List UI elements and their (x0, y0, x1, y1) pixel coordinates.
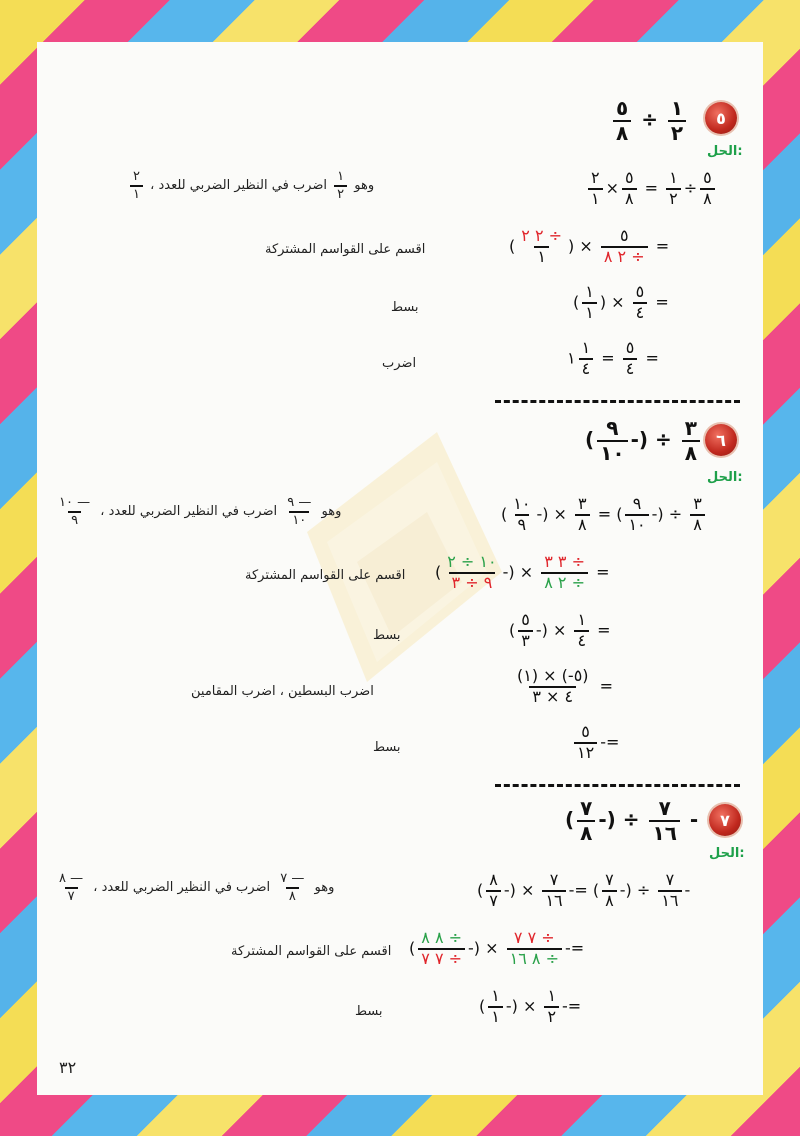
solution-label: الحل: (709, 846, 745, 861)
problem-5-badge: ٥ (705, 102, 737, 134)
solution-label: الحل: (707, 470, 743, 485)
p6-step3-math: ( ٥ ٣ -) × ١ ٤ = (509, 610, 611, 650)
problem-7-badge: ٧ (709, 804, 741, 836)
page-number: ٣٢ (59, 1058, 77, 1077)
p6-step2-math: ( ١٠ ÷ ٢ ٩ ÷ ٣ -) × ٣ ٣ ÷ ٢ ٨ ÷ = (435, 552, 610, 592)
p5-step3-note: بسط (391, 300, 419, 315)
p5-step4-math: ١ ١ ٤ = ٥ ٤ = (567, 338, 659, 378)
solution-label: الحل: (707, 144, 743, 159)
problem-7-question: ( ٧ ٨ -) ÷ ٧ ١٦ - (565, 796, 699, 845)
p7-step3-math: ( ١ ١ -) × ١ ٢ -= (479, 986, 582, 1026)
p5-step2-math: ( ٢ ٢ ÷ ١ ) × ٥ ٢ ٨ ÷ = (509, 226, 670, 266)
p7-step2-math: ( ٨ ٨ ÷ ٧ ٧ ÷ -) × ٧ ٧ ÷ ٨ ١٦ ÷ -= (409, 928, 585, 968)
p6-step1-math: ( ١٠ ٩ -) × ٣ ٨ = ( ٩ ١٠ -) ÷ ٣ ٨ (501, 496, 708, 534)
divider (495, 784, 740, 787)
p7-step2-note: اقسم على القواسم المشتركة (231, 944, 392, 959)
p6-step1-note: ١٠ — ٩ ، وهو ٩ — ١٠ اضرب في النظير الضربي للعدد (59, 495, 342, 528)
problem-6-badge: ٦ (705, 424, 737, 456)
p6-step4-note: اضرب البسطين ، اضرب المقامين (191, 684, 374, 699)
p6-step5-math: ٥ ١٢ -= (571, 724, 619, 762)
page (37, 42, 763, 1095)
problem-6-question: ( ٩ ١٠ -) ÷ ٣ ٨ (585, 418, 703, 464)
p5-step1-math: ٢ ١ × ٥ ٨ = ١ ٢ ÷ ٥ ٨ (585, 170, 718, 208)
p6-step2-note: اقسم على القواسم المشتركة (245, 568, 406, 583)
p6-step3-note: بسط (373, 628, 401, 643)
p5-step3-math: ( ١ ١ ) × ٥ ٤ = (573, 282, 669, 322)
p7-step3-note: بسط (355, 1004, 383, 1019)
p6-step4-math: (١) × (-٥) ٤ × ٣ = (517, 666, 614, 706)
p6-step5-note: بسط (373, 740, 401, 755)
problem-5-question: ٥ ٨ ÷ ١ ٢ (610, 98, 689, 144)
p5-step4-note: اضرب (382, 356, 417, 371)
p5-step2-note: اقسم على القواسم المشتركة (265, 242, 426, 257)
p7-step1-math: ( ٨ ٧ -) × ٧ ١٦ -= ( ٧ ٨ -) ÷ ٧ ١٦ - (477, 870, 691, 910)
p7-step1-note: ٨ — ٧ ، وهو ٧ — ٨ اضرب في النظير الضربي للعدد (59, 871, 335, 904)
p5-step1-note: ٢ ١ ، وهو ١ ٢ اضرب في النظير الضربي للعدد (127, 170, 374, 201)
divider (495, 400, 740, 403)
